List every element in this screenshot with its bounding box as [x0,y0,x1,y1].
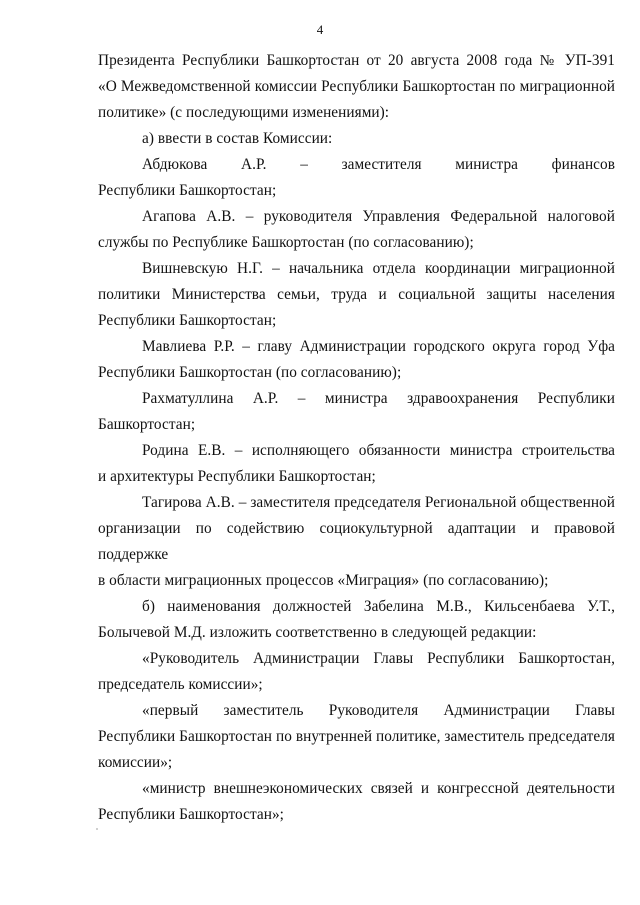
paragraph-quote-2 [98,698,615,776]
paragraph-tagirova [98,490,615,594]
text-line: Республики Башкортостан (по согласованию); [98,364,402,381]
text-line: «О Межведомственной комиссии Республики Башкортостан по миграционной [98,78,615,95]
text-line: Республики Башкортостан по внутренней политике, заместитель председателя [98,728,615,745]
text-line: Агапова А.В. – руководителя Управления Федеральной налоговой [142,208,615,225]
text-line: б) наименования должностей Забелина М.В., Кильсенбаева У.Т., [142,598,615,615]
paragraph-mavliev [98,334,615,386]
paragraph-item-b [98,594,615,646]
text-line: Болычевой М.Д. изложить соответственно в следующей редакции: [98,624,537,641]
text-line: «министр внешнеэкономических связей и конгрессной деятельности [142,780,615,797]
page-number: 4 [316,22,324,37]
text-line: комиссии»; [98,754,173,771]
paragraph-rakhmatullin [98,386,615,438]
text-line: Вишневскую Н.Г. – начальника отдела координации миграционной [142,260,615,277]
text-line: председатель комиссии»; [98,676,263,693]
text-line: Республики Башкортостан»; [98,806,284,823]
text-line: организации по содействию социокультурной адаптации и правовой поддержке [98,520,615,563]
scan-speck [96,828,98,830]
paragraph-agapova [98,204,615,256]
text-line: и архитектуры Республики Башкортостан; [98,468,376,485]
text-line: Президента Республики Башкортостан от 20 августа 2008 года № УП-391 [98,52,615,69]
text-line: Абдюкова А.Р. – заместителя министра финансов [142,156,615,173]
text-line: Республики Башкортостан; [98,312,277,329]
text-line: Родина Е.В. – исполняющего обязанности министра строительства [142,442,615,459]
text-line: службы по Республике Башкортостан (по согласованию); [98,234,474,251]
text-line: Мавлиева Р.Р. – главу Администрации городского округа город Уфа [142,338,615,355]
text-line: в области миграционных процессов «Миграция» (по согласованию); [98,572,549,589]
text-line: Башкортостан; [98,416,196,433]
text-line: «Руководитель Администрации Главы Республики Башкортостан, [142,650,615,667]
text-line: а) ввести в состав Комиссии: [142,130,333,147]
paragraph-item-a [98,126,615,152]
paragraph-vishnevskaya [98,256,615,334]
paragraph-quote-3 [98,776,615,828]
paragraph-abdyukova [98,152,615,204]
text-line: политике» (с последующими изменениями): [98,104,390,121]
document-body [98,48,615,828]
paragraph-quote-1 [98,646,615,698]
paragraph-rodina [98,438,615,490]
paragraph-intro [98,48,615,126]
text-line: Рахматуллина А.Р. – министра здравоохранения Республики [142,390,615,407]
text-line: Республики Башкортостан; [98,182,277,199]
text-line: Тагирова А.В. – заместителя председателя Региональной общественной [142,494,615,511]
text-line: политики Министерства семьи, труда и социальной защиты населения [98,286,615,303]
text-line: «первый заместитель Руководителя Администрации Главы [142,702,615,719]
